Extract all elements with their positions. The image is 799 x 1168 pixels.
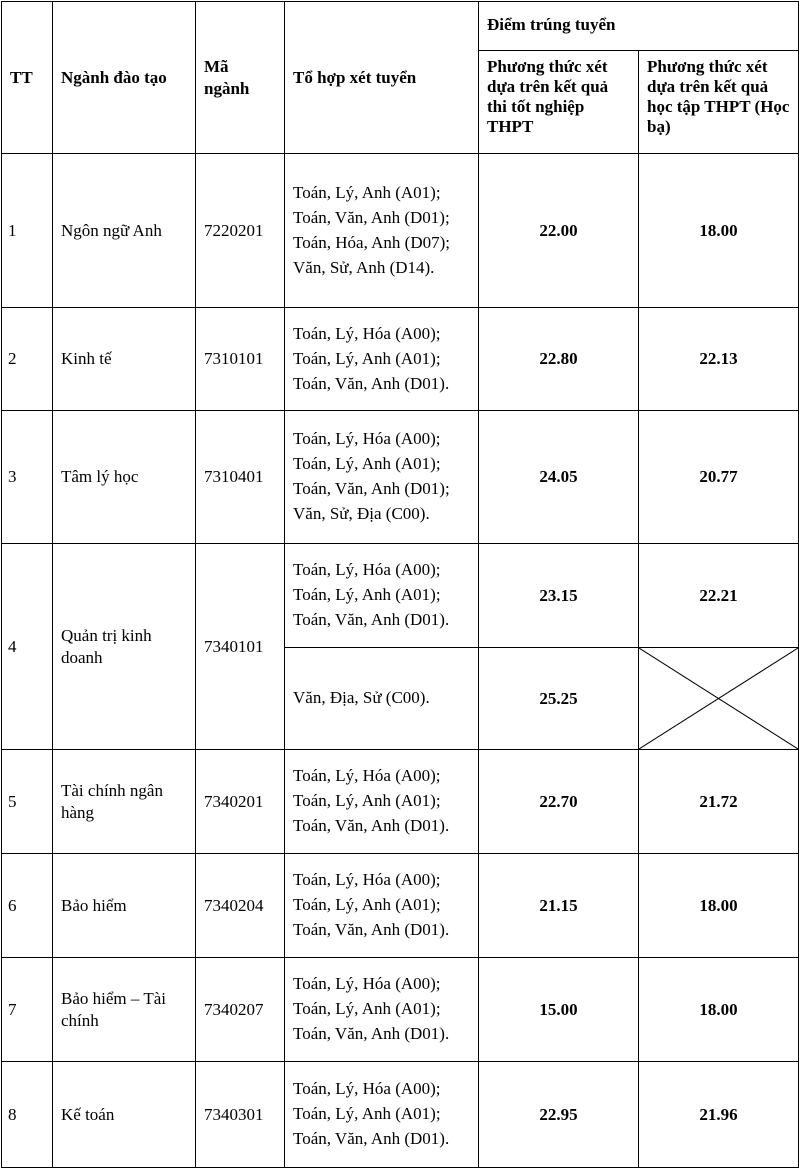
cell-to-hop	[285, 958, 479, 1062]
cell-tt: 1	[2, 154, 53, 308]
cell-score-thpt: 22.95	[479, 1062, 639, 1168]
cell-score-hocba: 22.21	[639, 544, 799, 648]
combo-line: Toán, Lý, Hóa (A00);	[293, 974, 441, 993]
cell-ma-nganh: 7310101	[196, 308, 285, 411]
header-tt: TT	[2, 2, 53, 154]
cell-score-hocba: 18.00	[639, 854, 799, 958]
combo-line: Toán, Lý, Anh (A01);	[293, 585, 441, 604]
combo-line: Toán, Lý, Anh (A01);	[293, 182, 441, 202]
cell-to-hop	[285, 544, 479, 648]
cell-to-hop	[285, 854, 479, 958]
cell-to-hop	[285, 750, 479, 854]
table-row	[2, 544, 799, 648]
cell-to-hop	[285, 308, 479, 411]
combo-line: Toán, Lý, Hóa (A00);	[293, 323, 441, 343]
table-row	[2, 154, 799, 308]
cell-nganh: Bảo hiểm – Tài chính	[53, 958, 196, 1062]
header-method-hocba: Phương thức xét dựa trên kết quả học tập THPT (Học bạ)	[639, 51, 799, 154]
cell-score-hocba: 22.13	[639, 308, 799, 411]
cell-score-hocba: 20.77	[639, 411, 799, 544]
cell-score-thpt: 22.80	[479, 308, 639, 411]
cell-ma-nganh: 7340204	[196, 854, 285, 958]
combo-line: Toán, Lý, Anh (A01);	[293, 895, 441, 914]
cell-tt: 4	[2, 544, 53, 750]
cell-tt: 8	[2, 1062, 53, 1168]
combo-line: Toán, Lý, Anh (A01);	[293, 348, 441, 368]
combo-line: Toán, Lý, Anh (A01);	[293, 999, 441, 1018]
cell-nganh: Bảo hiểm	[53, 854, 196, 958]
combo-line: Toán, Văn, Anh (D01).	[293, 1129, 450, 1148]
cell-score-thpt: 22.70	[479, 750, 639, 854]
cell-to-hop	[285, 648, 479, 750]
combo-line: Toán, Văn, Anh (D01).	[293, 1024, 450, 1043]
combo-line: Toán, Lý, Hóa (A00);	[293, 870, 441, 889]
combo-line: Toán, Văn, Anh (D01).	[293, 610, 450, 629]
document-page	[0, 1, 799, 1166]
combo-line: Toán, Lý, Anh (A01);	[293, 791, 441, 810]
combo-line: Toán, Lý, Hóa (A00);	[293, 766, 441, 785]
cell-nganh: Kế toán	[53, 1062, 196, 1168]
cell-nganh: Kinh tế	[53, 308, 196, 411]
cell-nganh: Tâm lý học	[53, 411, 196, 544]
cell-tt: 5	[2, 750, 53, 854]
cell-ma-nganh: 7220201	[196, 154, 285, 308]
header-to-hop: Tổ hợp xét tuyển	[285, 2, 479, 154]
cell-score-thpt: 23.15	[479, 544, 639, 648]
table-body	[2, 154, 799, 1168]
cell-score-hocba: 21.96	[639, 1062, 799, 1168]
cross-mark-icon	[639, 648, 798, 749]
cell-ma-nganh: 7340301	[196, 1062, 285, 1168]
cell-tt: 2	[2, 308, 53, 411]
table-row	[2, 1062, 799, 1168]
cell-score-thpt: 24.05	[479, 411, 639, 544]
cell-score-hocba: 18.00	[639, 154, 799, 308]
combo-line: Toán, Văn, Anh (D01).	[293, 373, 450, 393]
cell-to-hop	[285, 1062, 479, 1168]
header-nganh: Ngành đào tạo	[53, 2, 196, 154]
cell-tt: 3	[2, 411, 53, 544]
cell-to-hop	[285, 154, 479, 308]
cell-nganh: Tài chính ngân hàng	[53, 750, 196, 854]
combo-line: Toán, Hóa, Anh (D07);	[293, 232, 450, 252]
combo-line: Toán, Lý, Hóa (A00);	[293, 429, 441, 448]
table-row	[2, 411, 799, 544]
cell-nganh: Ngôn ngữ Anh	[53, 154, 196, 308]
combo-line: Toán, Văn, Anh (D01);	[293, 207, 450, 227]
combo-line: Toán, Lý, Hóa (A00);	[293, 1079, 441, 1098]
cell-score-thpt: 22.00	[479, 154, 639, 308]
table-row	[2, 854, 799, 958]
combo-line: Toán, Lý, Anh (A01);	[293, 454, 441, 473]
combo-line: Toán, Lý, Hóa (A00);	[293, 560, 441, 579]
cell-to-hop	[285, 411, 479, 544]
cell-score-thpt: 15.00	[479, 958, 639, 1062]
cell-tt: 7	[2, 958, 53, 1062]
cell-score-thpt: 25.25	[479, 648, 639, 750]
combo-line: Văn, Sử, Anh (D14).	[293, 257, 435, 277]
header-diem-trung-tuyen: Điểm trúng tuyển	[479, 2, 799, 51]
table-row	[2, 958, 799, 1062]
combo-line: Văn, Sử, Địa (C00).	[293, 504, 430, 523]
cell-tt: 6	[2, 854, 53, 958]
cell-ma-nganh: 7340101	[196, 544, 285, 750]
cell-score-thpt: 21.15	[479, 854, 639, 958]
combo-line: Toán, Văn, Anh (D01).	[293, 920, 450, 939]
combo-line: Văn, Địa, Sử (C00).	[293, 688, 430, 707]
cell-ma-nganh: 7340207	[196, 958, 285, 1062]
cell-not-applicable	[639, 648, 799, 750]
combo-line: Toán, Văn, Anh (D01).	[293, 816, 450, 835]
combo-line: Toán, Văn, Anh (D01);	[293, 479, 450, 498]
header-ma-nganh: Mã ngành	[196, 2, 285, 154]
cell-ma-nganh: 7340201	[196, 750, 285, 854]
cell-nganh: Quản trị kinh doanh	[53, 544, 196, 750]
cell-score-hocba: 18.00	[639, 958, 799, 1062]
cell-score-hocba: 21.72	[639, 750, 799, 854]
cell-ma-nganh: 7310401	[196, 411, 285, 544]
table-row	[2, 750, 799, 854]
table-row	[2, 308, 799, 411]
admission-score-table	[1, 1, 799, 1168]
header-method-thpt: Phương thức xét dựa trên kết quả thi tốt nghiệp THPT	[479, 51, 639, 154]
combo-line: Toán, Lý, Anh (A01);	[293, 1104, 441, 1123]
